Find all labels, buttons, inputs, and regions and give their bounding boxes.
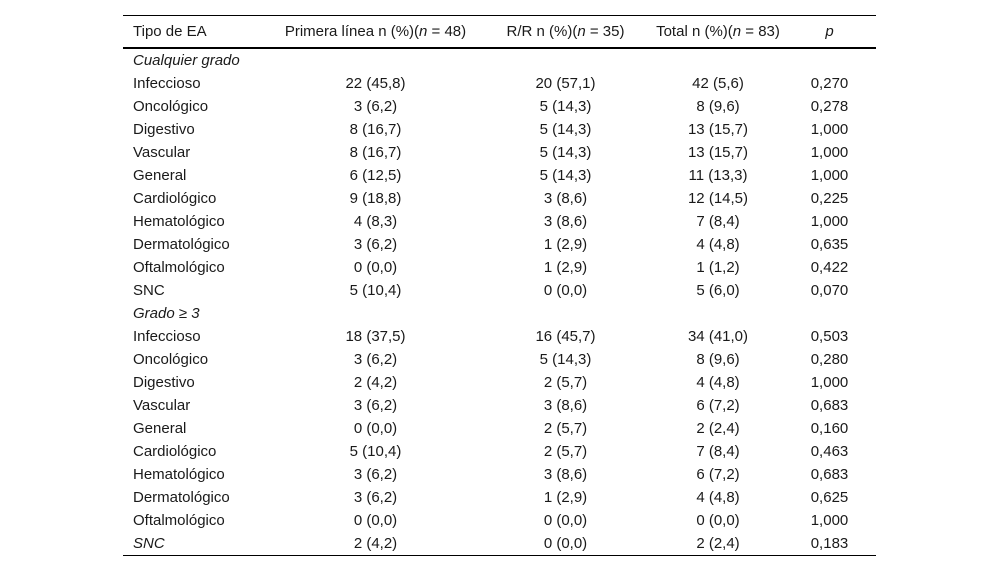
table-row	[123, 394, 876, 417]
cell-first-line: 3 (6,2)	[353, 466, 398, 483]
cell-ae-type: SNC	[133, 282, 165, 299]
cell-ae-type: SNC	[123, 532, 273, 556]
cell-total: 8 (9,6)	[696, 98, 740, 115]
cell-total: 4 (4,8)	[696, 374, 740, 391]
cell-p-value: 0,635	[810, 236, 849, 253]
cell-p-value: 1,000	[810, 144, 849, 161]
table-body	[123, 48, 876, 556]
cell-ae-type: Vascular	[133, 397, 191, 414]
header-n-symbol: n	[732, 23, 742, 40]
table-row	[123, 371, 876, 394]
header-n-symbol: p	[825, 23, 834, 40]
header-rr	[478, 16, 653, 49]
cell-ae-type: Hematológico	[133, 213, 225, 230]
cell-first-line: 18 (37,5)	[345, 328, 406, 345]
cell-total: 7 (8,4)	[696, 213, 740, 230]
cell-total: 13 (15,7)	[687, 144, 749, 161]
header-type	[123, 16, 273, 49]
header-count: = 48)	[427, 23, 467, 40]
cell-first-line: 8 (16,7)	[349, 121, 402, 138]
table-row	[123, 95, 876, 118]
cell-ae-type: Cardiológico	[133, 443, 217, 460]
table-row	[123, 279, 876, 302]
cell-ae-type: Vascular	[133, 144, 191, 161]
cell-rr: 1 (2,9)	[543, 489, 588, 506]
table-row	[123, 486, 876, 509]
cell-rr: 3 (8,6)	[543, 397, 588, 414]
cell-rr: 2 (5,7)	[543, 443, 588, 460]
cell-total: 4 (4,8)	[696, 236, 740, 253]
section-title: Grado ≥ 3	[133, 305, 200, 322]
cell-first-line: 8 (16,7)	[349, 144, 402, 161]
cell-first-line: 2 (4,2)	[353, 374, 398, 391]
cell-rr: 0 (0,0)	[543, 282, 588, 299]
header-text: Tipo de EA	[133, 23, 207, 40]
table-row	[123, 187, 876, 210]
cell-ae-type: General	[133, 420, 187, 437]
cell-rr: 5 (14,3)	[539, 144, 592, 161]
adverse-events-table-container	[123, 15, 876, 556]
cell-rr: 3 (8,6)	[543, 213, 588, 230]
cell-rr: 5 (14,3)	[539, 98, 592, 115]
cell-first-line: 0 (0,0)	[353, 420, 398, 437]
table-row	[123, 348, 876, 371]
cell-p-value: 0,160	[810, 420, 849, 437]
table-row	[123, 141, 876, 164]
cell-p-value: 0,463	[810, 443, 849, 460]
cell-p-value: 1,000	[810, 121, 849, 138]
cell-total: 2 (2,4)	[696, 420, 740, 437]
cell-p-value: 0,183	[783, 532, 876, 556]
cell-rr: 2 (5,7)	[543, 374, 588, 391]
cell-p-value: 0,625	[810, 489, 849, 506]
cell-first-line: 22 (45,8)	[345, 75, 406, 92]
table-row	[123, 532, 876, 556]
adverse-events-table	[123, 15, 876, 556]
cell-total: 13 (15,7)	[687, 121, 749, 138]
cell-total: 4 (4,8)	[696, 489, 740, 506]
cell-p-value: 1,000	[810, 167, 849, 184]
cell-total: 34 (41,0)	[687, 328, 749, 345]
table-row	[123, 463, 876, 486]
cell-p-value: 0,270	[810, 75, 849, 92]
section-title: Cualquier grado	[133, 52, 240, 69]
table-row	[123, 325, 876, 348]
cell-ae-type: Infeccioso	[133, 328, 201, 345]
cell-total: 8 (9,6)	[696, 351, 740, 368]
cell-rr: 0 (0,0)	[543, 512, 588, 529]
cell-rr: 3 (8,6)	[543, 190, 588, 207]
cell-first-line: 0 (0,0)	[353, 512, 398, 529]
table-row	[123, 509, 876, 532]
section-header-row	[123, 48, 876, 72]
cell-ae-type: Oncológico	[133, 98, 209, 115]
cell-p-value: 1,000	[810, 374, 849, 391]
cell-p-value: 0,225	[810, 190, 849, 207]
header-text: Primera línea n (%)(	[284, 23, 420, 40]
cell-ae-type: Cardiológico	[133, 190, 217, 207]
cell-rr: 1 (2,9)	[543, 236, 588, 253]
cell-total: 42 (5,6)	[692, 75, 744, 92]
cell-rr: 5 (14,3)	[539, 167, 592, 184]
cell-ae-type: Digestivo	[133, 121, 195, 138]
section-header-row	[123, 302, 876, 325]
cell-ae-type: Dermatológico	[133, 236, 230, 253]
cell-total: 7 (8,4)	[696, 443, 740, 460]
cell-ae-type: Oftalmológico	[133, 259, 225, 276]
header-first-line	[273, 16, 478, 49]
header-count: = 83)	[741, 23, 780, 40]
header-total	[653, 16, 783, 49]
cell-rr: 3 (8,6)	[543, 466, 588, 483]
cell-p-value: 0,422	[810, 259, 849, 276]
cell-first-line: 0 (0,0)	[353, 259, 398, 276]
cell-first-line: 3 (6,2)	[353, 397, 398, 414]
cell-first-line: 4 (8,3)	[353, 213, 398, 230]
cell-rr: 2 (5,7)	[543, 420, 588, 437]
cell-total: 5 (6,0)	[696, 282, 740, 299]
cell-p-value: 0,280	[810, 351, 849, 368]
cell-first-line: 9 (18,8)	[349, 190, 402, 207]
table-header	[123, 16, 876, 49]
cell-rr: 1 (2,9)	[543, 259, 588, 276]
cell-ae-type: Infeccioso	[133, 75, 201, 92]
cell-p-value: 0,683	[810, 397, 849, 414]
cell-first-line: 5 (10,4)	[349, 443, 402, 460]
header-n-symbol: n	[419, 23, 428, 40]
cell-total: 1 (1,2)	[696, 259, 740, 276]
cell-ae-type: Oftalmológico	[133, 512, 225, 529]
cell-first-line: 5 (10,4)	[349, 282, 402, 299]
header-n-symbol: n	[577, 23, 586, 40]
cell-total: 6 (7,2)	[696, 397, 740, 414]
cell-rr: 5 (14,3)	[539, 351, 592, 368]
table-row	[123, 417, 876, 440]
cell-p-value: 0,070	[810, 282, 849, 299]
header-text: R/R n (%)(	[506, 23, 578, 40]
cell-ae-type: Hematológico	[133, 466, 225, 483]
cell-rr: 16 (45,7)	[535, 328, 596, 345]
cell-p-value: 0,278	[810, 98, 849, 115]
cell-total: 6 (7,2)	[696, 466, 740, 483]
table-row	[123, 256, 876, 279]
cell-p-value: 1,000	[810, 213, 849, 230]
table-row	[123, 72, 876, 95]
cell-p-value: 1,000	[810, 512, 849, 529]
cell-total: 0 (0,0)	[696, 512, 740, 529]
cell-total: 2 (2,4)	[653, 532, 783, 556]
cell-first-line: 3 (6,2)	[353, 351, 398, 368]
cell-ae-type: Oncológico	[133, 351, 209, 368]
cell-total: 11 (13,3)	[688, 167, 748, 184]
cell-p-value: 0,503	[810, 328, 849, 345]
cell-first-line: 3 (6,2)	[353, 236, 398, 253]
cell-total: 12 (14,5)	[687, 190, 749, 207]
header-row	[123, 16, 876, 49]
cell-rr: 20 (57,1)	[535, 75, 596, 92]
table-row	[123, 164, 876, 187]
cell-ae-type: Dermatológico	[133, 489, 230, 506]
cell-rr: 5 (14,3)	[539, 121, 592, 138]
cell-first-line: 6 (12,5)	[349, 167, 402, 184]
table-row	[123, 118, 876, 141]
table-row	[123, 440, 876, 463]
cell-p-value: 0,683	[810, 466, 849, 483]
header-text: Total n (%)(	[656, 23, 733, 40]
table-row	[123, 233, 876, 256]
header-count: = 35)	[585, 23, 625, 40]
table-row	[123, 210, 876, 233]
cell-first-line: 2 (4,2)	[273, 532, 478, 556]
cell-ae-type: General	[133, 167, 187, 184]
cell-first-line: 3 (6,2)	[353, 98, 398, 115]
cell-ae-type: Digestivo	[133, 374, 195, 391]
header-p	[783, 16, 876, 49]
cell-rr: 0 (0,0)	[478, 532, 653, 556]
cell-first-line: 3 (6,2)	[353, 489, 398, 506]
